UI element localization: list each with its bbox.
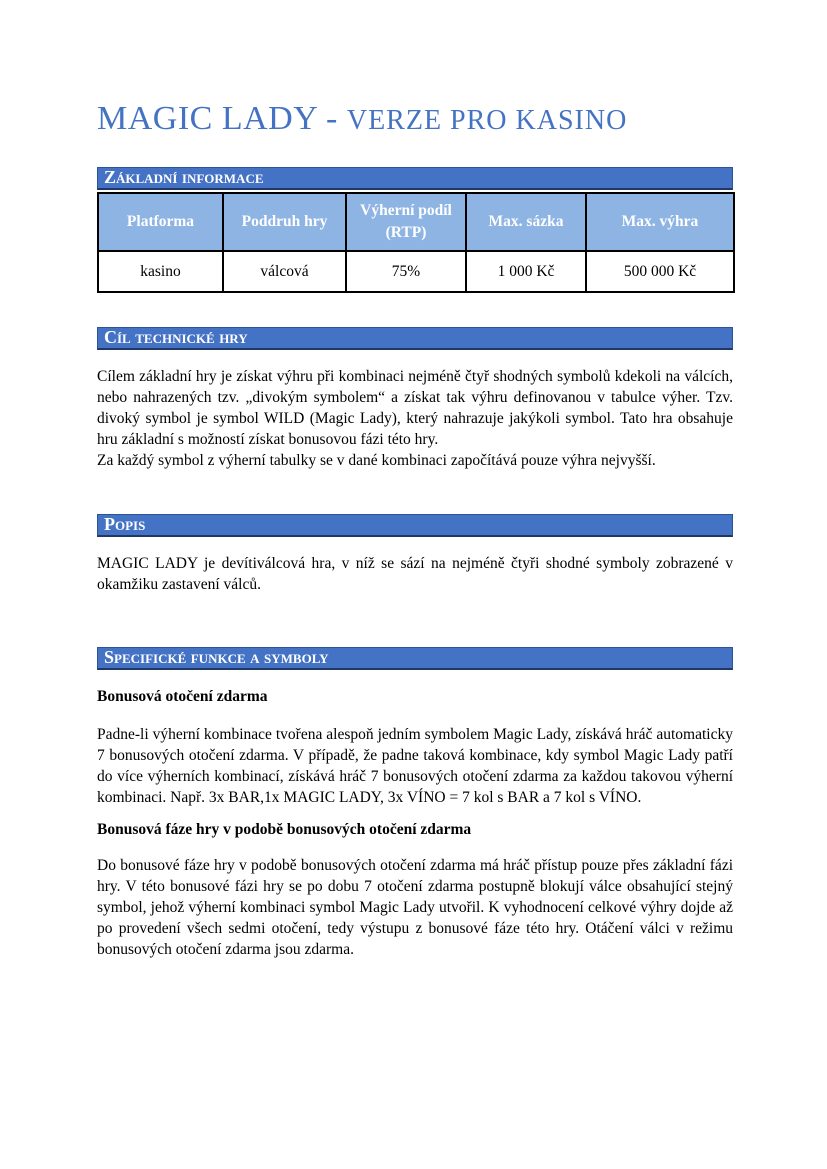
bonus-spins-subheading: Bonusová otočení zdarma: [97, 688, 268, 705]
table-data-row: [98, 251, 734, 292]
goal-paragraph-1: Cílem základní hry je získat výhru při kombinaci nejméně čtyř shodných symbolů kdekoli na válcích, nebo nahrazených tzv. „divokým symbolem“ a získat tak výhru definovanou v tabulce výher. Tzv. divoký symbol je symbol WILD (Magic Lady), který nahrazuje jakýkoli symbol. Tato hra obsahuje hru základní s možností získat bonusovou fázi této hry.: [97, 368, 733, 448]
page-title-subtitle: VERZE PRO KASINO: [346, 105, 628, 136]
page-title-main: MAGIC LADY -: [97, 100, 347, 137]
section-header-description: Popis: [97, 514, 733, 537]
section-header-features: Specifické funkce a symboly: [97, 647, 733, 670]
basic-info-table: [97, 192, 735, 293]
table-header-row: [98, 193, 734, 251]
table-cell-vyherni-podil: 75%: [346, 251, 466, 292]
bonus-phase-paragraph: Do bonusové fáze hry v podobě bonusových otočení zdarma má hráč přístup pouze přes základní fázi hry. V této bonusové fázi hry se po dobu 7 otočení zdarma postupně blokují válce obsahující stejný symbol, jehož výherní kombinaci symbol Magic Lady utvořil. K vyhodnocení celkové výhry dojde až po provedení všech sedmi otočení, tedy výstupu z bonusové fáze této hry. Otáčení válci v režimu bonusových otočení zdarma jsou zdarma.: [97, 857, 733, 958]
table-cell-max-sazka: 1 000 Kč: [466, 251, 586, 292]
description-paragraph: MAGIC LADY je devítiválcová hra, v níž se sází na nejméně čtyři shodné symboly zobrazené v okamžiku zastavení válců.: [97, 555, 733, 593]
table-cell-poddruh-hry: válcová: [223, 251, 346, 292]
table-header-platforma: Platforma: [98, 193, 223, 251]
page-content: [97, 0, 733, 960]
table-header-max-vyhra: Max. výhra: [586, 193, 734, 251]
page-title: [97, 96, 733, 143]
section-header-goal: Cíl technické hry: [97, 327, 733, 350]
bonus-phase-subheading: Bonusová fáze hry v podobě bonusových otočení zdarma: [97, 821, 472, 838]
table-header-poddruh-hry: Poddruh hry: [223, 193, 346, 251]
goal-paragraph-2: Za každý symbol z výherní tabulky se v dané kombinaci započítává pouze výhra nejvyšší.: [97, 452, 656, 469]
table-header-max-sazka: Max. sázka: [466, 193, 586, 251]
bonus-spins-paragraph: Padne-li výherní kombinace tvořena alespoň jedním symbolem Magic Lady, získává hráč automaticky 7 bonusových otočení zdarma. V případě, že padne taková kombinace, kdy symbol Magic Lady patří do více výherních kombinací, získává hráč 7 bonusových otočení zdarma za každou takovou výherní kombinaci. Např. 3x BAR,1x MAGIC LADY, 3x VÍNO = 7 kol s BAR a 7 kol s VÍNO.: [97, 726, 733, 806]
table-header-vyherni-podil: Výherní podíl (RTP): [346, 193, 466, 251]
section-header-basic-info: Základní informace: [97, 167, 733, 190]
table-cell-platforma: kasino: [98, 251, 223, 292]
table-cell-max-vyhra: 500 000 Kč: [586, 251, 734, 292]
